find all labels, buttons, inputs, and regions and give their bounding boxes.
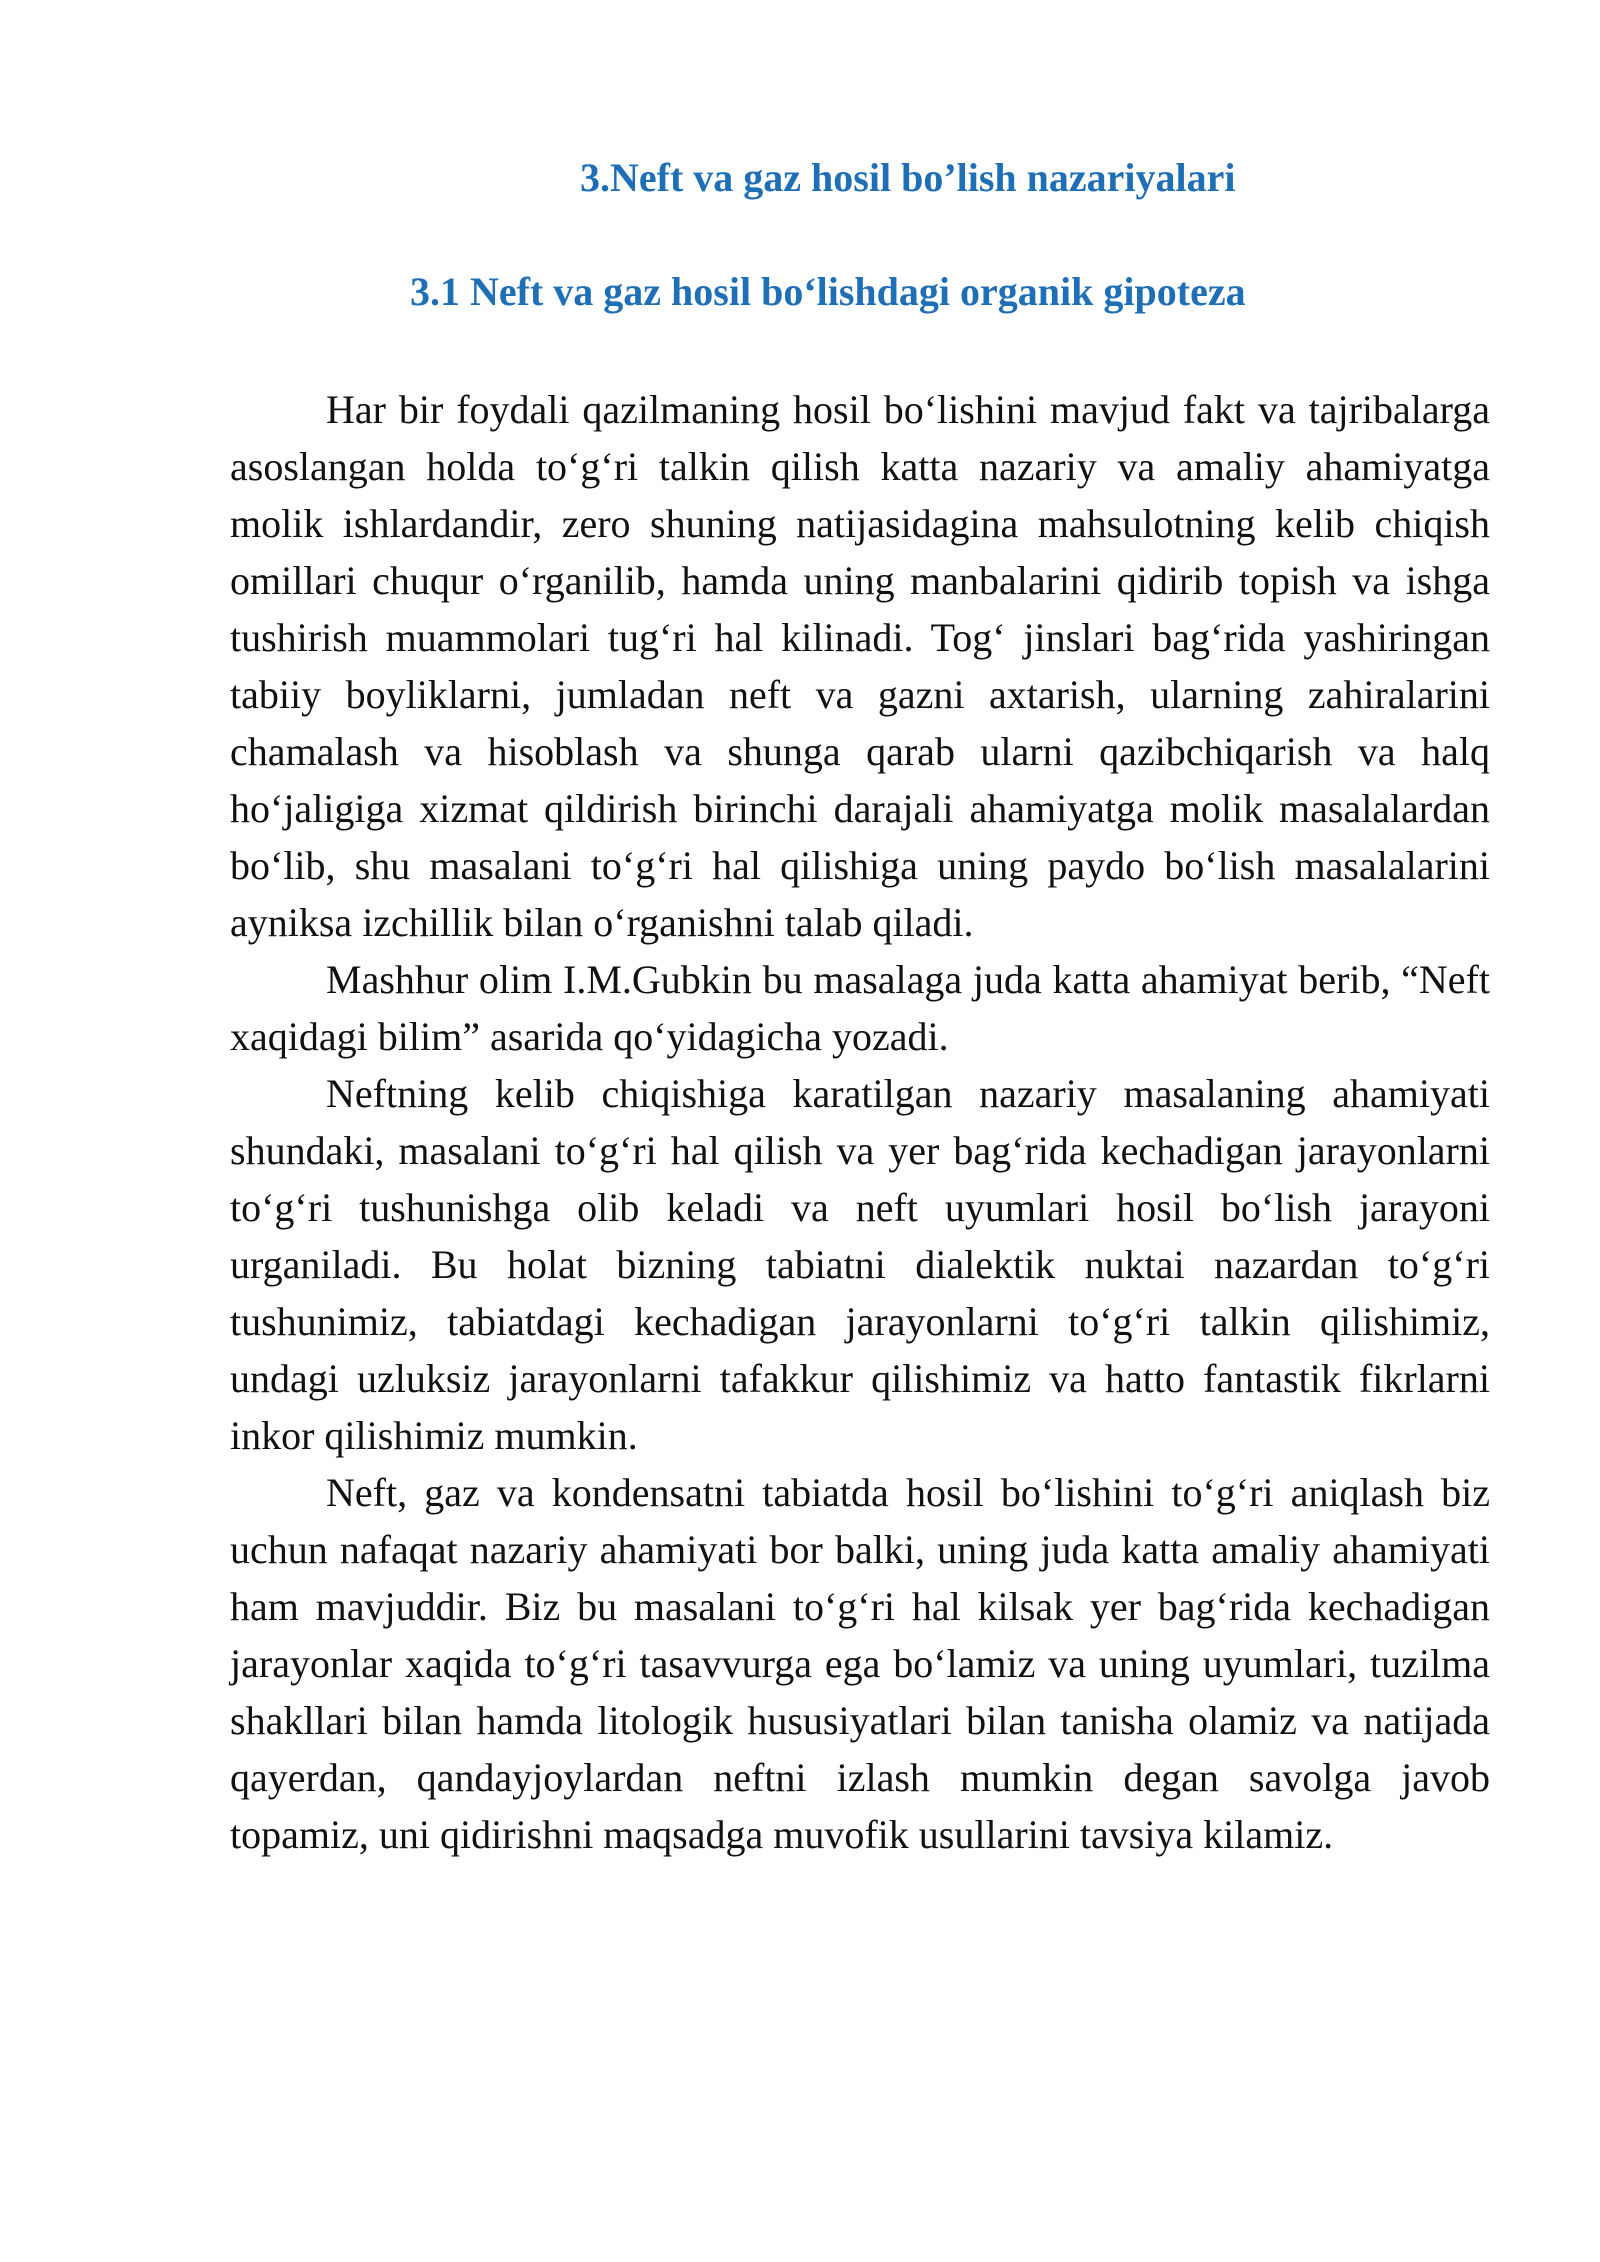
chapter-heading: 3.Neft va gaz hosil bo’lish nazariyalari bbox=[580, 155, 1236, 200]
paragraph: Mashhur olim I.M.Gubkin bu masalaga juda katta ahamiyat berib, “Neft xaqidagi bilim” asarida qo‘yidagicha yozadi. bbox=[230, 957, 1490, 1059]
section-heading: 3.1 Neft va gaz hosil bo‘lishdagi organik gipoteza bbox=[410, 269, 1246, 314]
body-text bbox=[230, 381, 1490, 1863]
paragraph: Neft, gaz va kondensatni tabiatda hosil bo‘lishini to‘g‘ri aniqlash biz uchun nafaqat nazariy ahamiyati bor balki, uning juda katta amaliy ahamiyati ham mavjuddir. Biz bu masalani to‘g‘ri hal kilsak yer bag‘rida kechadigan jarayonlar xaqida to‘g‘ri tasavvurga ega bo‘lamiz va uning uyumlari, tuzilma shakllari bilan hamda litologik hususiyatlari bilan tanisha olamiz va natijada qayerdan, qandayjoylardan neftni izlash mumkin degan savolga javob topamiz, uni qidirishni maqsadga muvofik usullarini tavsiya kilamiz. bbox=[230, 1470, 1490, 1857]
paragraph: Har bir foydali qazilmaning hosil bo‘lishini mavjud fakt va tajribalarga asoslangan holda to‘g‘ri talkin qilish katta nazariy va amaliy ahamiyatga molik ishlardandir, zero shuning natijasidagina mahsulotning kelib chiqish omillari chuqur o‘rganilib, hamda uning manbalarini qidirib topish va ishga tushirish muammolari tug‘ri hal kilinadi. Tog‘ jinslari bag‘rida yashiringan tabiiy boyliklarni, jumladan neft va gazni axtarish, ularning zahiralarini chamalash va hisoblash va shunga qarab ularni qazibchiqarish va halq ho‘jaligiga xizmat qildirish birinchi darajali ahamiyatga molik masalalardan bo‘lib, shu masalani to‘g‘ri hal qilishiga uning paydo bo‘lish masalalarini ayniksa izchillik bilan o‘rganishni talab qiladi. bbox=[230, 387, 1490, 945]
paragraph: Neftning kelib chiqishiga karatilgan nazariy masalaning ahamiyati shundaki, masalani to‘g‘ri hal qilish va yer bag‘rida kechadigan jarayonlarni to‘g‘ri tushunishga olib keladi va neft uyumlari hosil bo‘lish jarayoni urganiladi. Bu holat bizning tabiatni dialektik nuktai nazardan to‘g‘ri tushunimiz, tabiatdagi kechadigan jarayonlarni to‘g‘ri talkin qilishimiz, undagi uzluksiz jarayonlarni tafakkur qilishimiz va hatto fantastik fikrlarni inkor qilishimiz mumkin. bbox=[230, 1071, 1490, 1458]
